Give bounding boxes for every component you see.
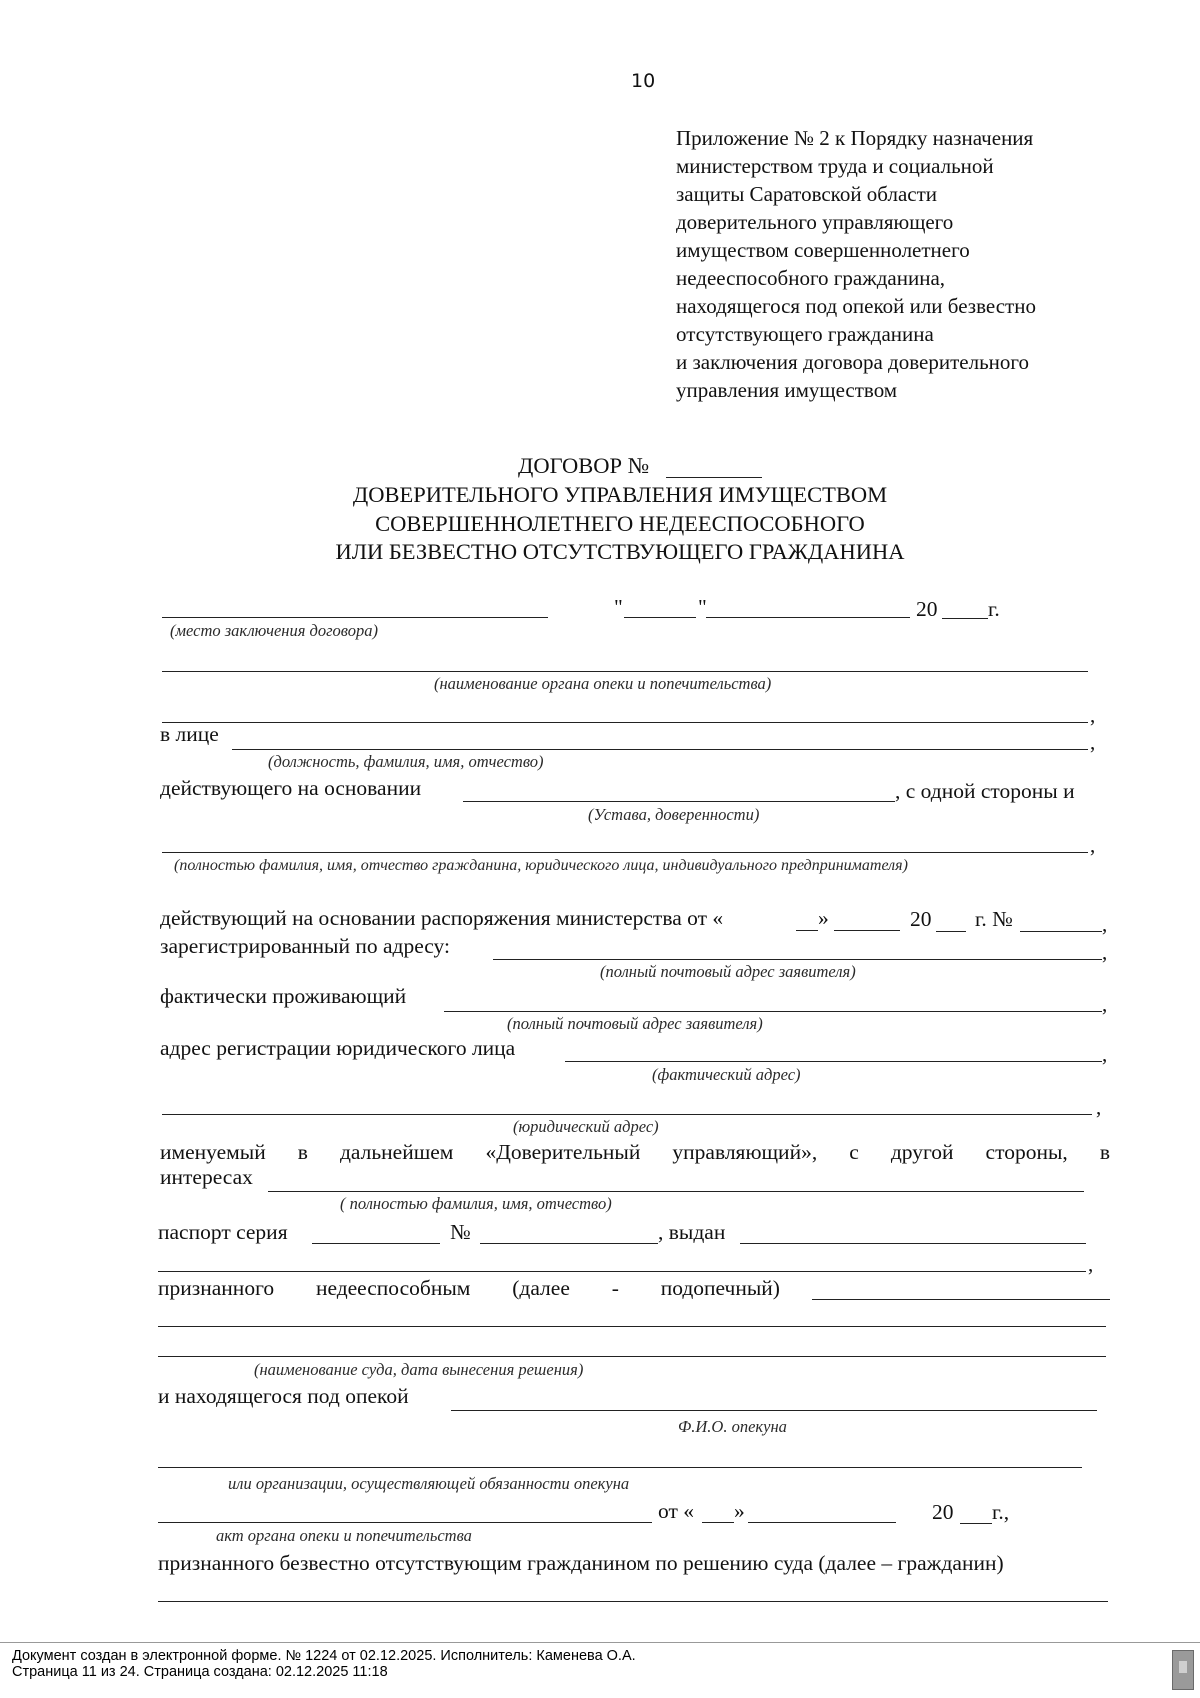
- act-year-field[interactable]: [960, 1523, 992, 1524]
- word: в: [1099, 1140, 1110, 1164]
- guardian-field[interactable]: [451, 1410, 1097, 1411]
- registered-address-field[interactable]: [493, 959, 1102, 960]
- comma: ,: [1090, 730, 1096, 754]
- postal-caption: (полный почтовый адрес заявителя): [600, 962, 856, 981]
- word: дальнейшем: [339, 1140, 454, 1164]
- guardianship-caption: (наименование органа опеки и попечительства): [434, 674, 772, 693]
- actual-residence-field[interactable]: [444, 1011, 1102, 1012]
- order-number-field[interactable]: [1020, 931, 1102, 932]
- interests-label: интересах: [160, 1165, 253, 1189]
- word: другой: [890, 1140, 954, 1164]
- guardianship-authority-field-2[interactable]: [162, 722, 1088, 723]
- issued-by-field-2[interactable]: [158, 1271, 1086, 1272]
- comma: ,: [1102, 940, 1108, 964]
- actual-residence-label: фактически проживающий: [160, 984, 407, 1008]
- footer-line-2: Страница 11 из 24. Страница создана: 02.12.2025 11:18: [12, 1664, 388, 1680]
- passport-series-field[interactable]: [312, 1243, 440, 1244]
- act-quote-close: »: [734, 1499, 745, 1523]
- comma: ,: [1096, 1095, 1102, 1119]
- day-field[interactable]: [624, 617, 696, 618]
- under-guardianship-label: и находящегося под опекой: [158, 1384, 409, 1408]
- comma: ,: [1088, 1252, 1094, 1276]
- appendix-line: управления имуществом: [676, 378, 898, 402]
- quote-close: ": [698, 595, 707, 619]
- word: управляющий»,: [672, 1140, 818, 1164]
- missing-person-field[interactable]: [158, 1601, 1108, 1602]
- missing-person-line: признанного безвестно отсутствующим гражданином по решению суда (далее – гражданин): [158, 1551, 1004, 1575]
- order-year-field[interactable]: [936, 931, 966, 932]
- guardian-caption: Ф.И.О. опекуна: [678, 1417, 787, 1436]
- comma: ,: [1090, 703, 1096, 727]
- act-day-field[interactable]: [702, 1522, 734, 1523]
- court-field-2[interactable]: [158, 1326, 1106, 1327]
- word: именуемый: [160, 1140, 266, 1164]
- month-field[interactable]: [706, 617, 910, 618]
- comma: ,: [1102, 1042, 1108, 1066]
- e-signature-stamp-icon: [1172, 1650, 1194, 1690]
- act-from-label: от «: [658, 1499, 694, 1523]
- quote-open: ": [614, 595, 623, 619]
- ward-name-field[interactable]: [268, 1191, 1084, 1192]
- act-year-prefix: 20: [932, 1500, 954, 1524]
- hereinafter-line: [160, 1139, 1110, 1165]
- issued-by-field[interactable]: [740, 1243, 1086, 1244]
- guardianship-authority-field[interactable]: [162, 671, 1088, 672]
- passport-series-label: паспорт серия: [158, 1220, 288, 1244]
- appendix-note: [676, 124, 1116, 404]
- full-name-caption: (полностью фамилия, имя, отчество гражданина, юридического лица, индивидуального предпринимателя): [174, 857, 908, 874]
- appendix-line: недееспособного гражданина,: [676, 266, 946, 290]
- order-quote-close: »: [818, 906, 829, 930]
- acting-basis-label: действующего на основании: [160, 776, 422, 800]
- word: недееспособным: [315, 1276, 471, 1300]
- appendix-line: доверительного управляющего: [676, 210, 954, 234]
- word: в: [297, 1140, 308, 1164]
- appendix-line: отсутствующего гражданина: [676, 322, 934, 346]
- word: с: [849, 1140, 859, 1164]
- word: подопечный): [660, 1276, 780, 1300]
- year-prefix: 20: [916, 597, 938, 621]
- guardian-org-field[interactable]: [158, 1467, 1082, 1468]
- place-caption: (место заключения договора): [170, 621, 378, 640]
- passport-number-field[interactable]: [480, 1243, 658, 1244]
- appendix-line: защиты Саратовской области: [676, 182, 938, 206]
- act-month-field[interactable]: [748, 1522, 896, 1523]
- appendix-line: имуществом совершеннолетнего: [676, 238, 970, 262]
- basis-field[interactable]: [463, 801, 895, 802]
- word: (далее: [512, 1276, 570, 1300]
- org-caption: или организации, осуществляющей обязанности опекуна: [228, 1474, 630, 1493]
- actual-address-caption: (фактический адрес): [652, 1065, 801, 1084]
- appendix-line: находящегося под опекой или безвестно: [676, 294, 1036, 318]
- court-caption: (наименование суда, дата вынесения решения): [254, 1360, 584, 1379]
- appendix-line: Приложение № 2 к Порядку назначения: [676, 126, 1034, 150]
- court-field[interactable]: [812, 1299, 1110, 1300]
- act-caption: акт органа опеки и попечительства: [216, 1526, 472, 1545]
- order-label: действующий на основании распоряжения министерства от «: [160, 906, 724, 930]
- legal-address-field-2[interactable]: [162, 1114, 1092, 1115]
- registered-address-label: зарегистрированный по адресу:: [160, 934, 450, 958]
- word: стороны,: [985, 1140, 1068, 1164]
- year-suffix: г.: [988, 597, 1000, 621]
- footer: [12, 1648, 636, 1680]
- comma: ,: [1090, 833, 1096, 857]
- one-side-label: , с одной стороны и: [895, 779, 1075, 803]
- comma: ,: [1102, 912, 1108, 936]
- contract-subtitle: [240, 481, 1000, 567]
- contract-title: ДОГОВОР №: [518, 453, 650, 478]
- trustee-name-field[interactable]: [162, 852, 1088, 853]
- title-line: СОВЕРШЕННОЛЕТНЕГО НЕДЕЕСПОСОБНОГО: [375, 510, 865, 536]
- issued-label: , выдан: [658, 1220, 726, 1244]
- act-field[interactable]: [158, 1522, 652, 1523]
- title-line: ИЛИ БЕЗВЕСТНО ОТСУТСТВУЮЩЕГО ГРАЖДАНИНА: [335, 539, 905, 564]
- place-field[interactable]: [162, 617, 548, 618]
- ward-name-caption: ( полностью фамилия, имя, отчество): [340, 1194, 612, 1213]
- position-caption: (должность, фамилия, имя, отчество): [268, 752, 544, 771]
- representative-field[interactable]: [232, 749, 1088, 750]
- act-year-suffix: г.,: [992, 1500, 1010, 1524]
- comma: ,: [1102, 992, 1108, 1016]
- year-field[interactable]: [942, 618, 988, 619]
- order-number-label: г. №: [975, 907, 1013, 931]
- title-line: ДОВЕРИТЕЛЬНОГО УПРАВЛЕНИЯ ИМУЩЕСТВОМ: [352, 482, 888, 507]
- order-day-field[interactable]: [796, 930, 818, 931]
- word: «Доверительный: [485, 1140, 641, 1164]
- page-number: 10: [631, 70, 656, 92]
- legal-address-label: адрес регистрации юридического лица: [160, 1036, 516, 1060]
- contract-number-field[interactable]: [666, 477, 762, 478]
- declared-incapable-line: [158, 1275, 780, 1301]
- word: признанного: [158, 1276, 275, 1300]
- legal-address-caption: (юридический адрес): [513, 1117, 659, 1136]
- appendix-line: и заключения договора доверительного: [676, 350, 1029, 374]
- footer-divider: [0, 1642, 1200, 1643]
- v-litse-label: в лице: [160, 722, 219, 746]
- court-field-3[interactable]: [158, 1356, 1106, 1357]
- appendix-line: министерством труда и социальной: [676, 154, 994, 178]
- passport-number-sign: №: [450, 1220, 471, 1244]
- word: -: [611, 1276, 619, 1300]
- order-month-field[interactable]: [834, 930, 900, 931]
- footer-line-1: Документ создан в электронной форме. № 1224 от 02.12.2025. Исполнитель: Каменева О.А.: [12, 1648, 636, 1664]
- postal-caption: (полный почтовый адрес заявителя): [507, 1014, 763, 1033]
- charter-caption: (Устава, доверенности): [588, 805, 760, 824]
- legal-address-field[interactable]: [565, 1061, 1102, 1062]
- order-year-prefix: 20: [910, 907, 932, 931]
